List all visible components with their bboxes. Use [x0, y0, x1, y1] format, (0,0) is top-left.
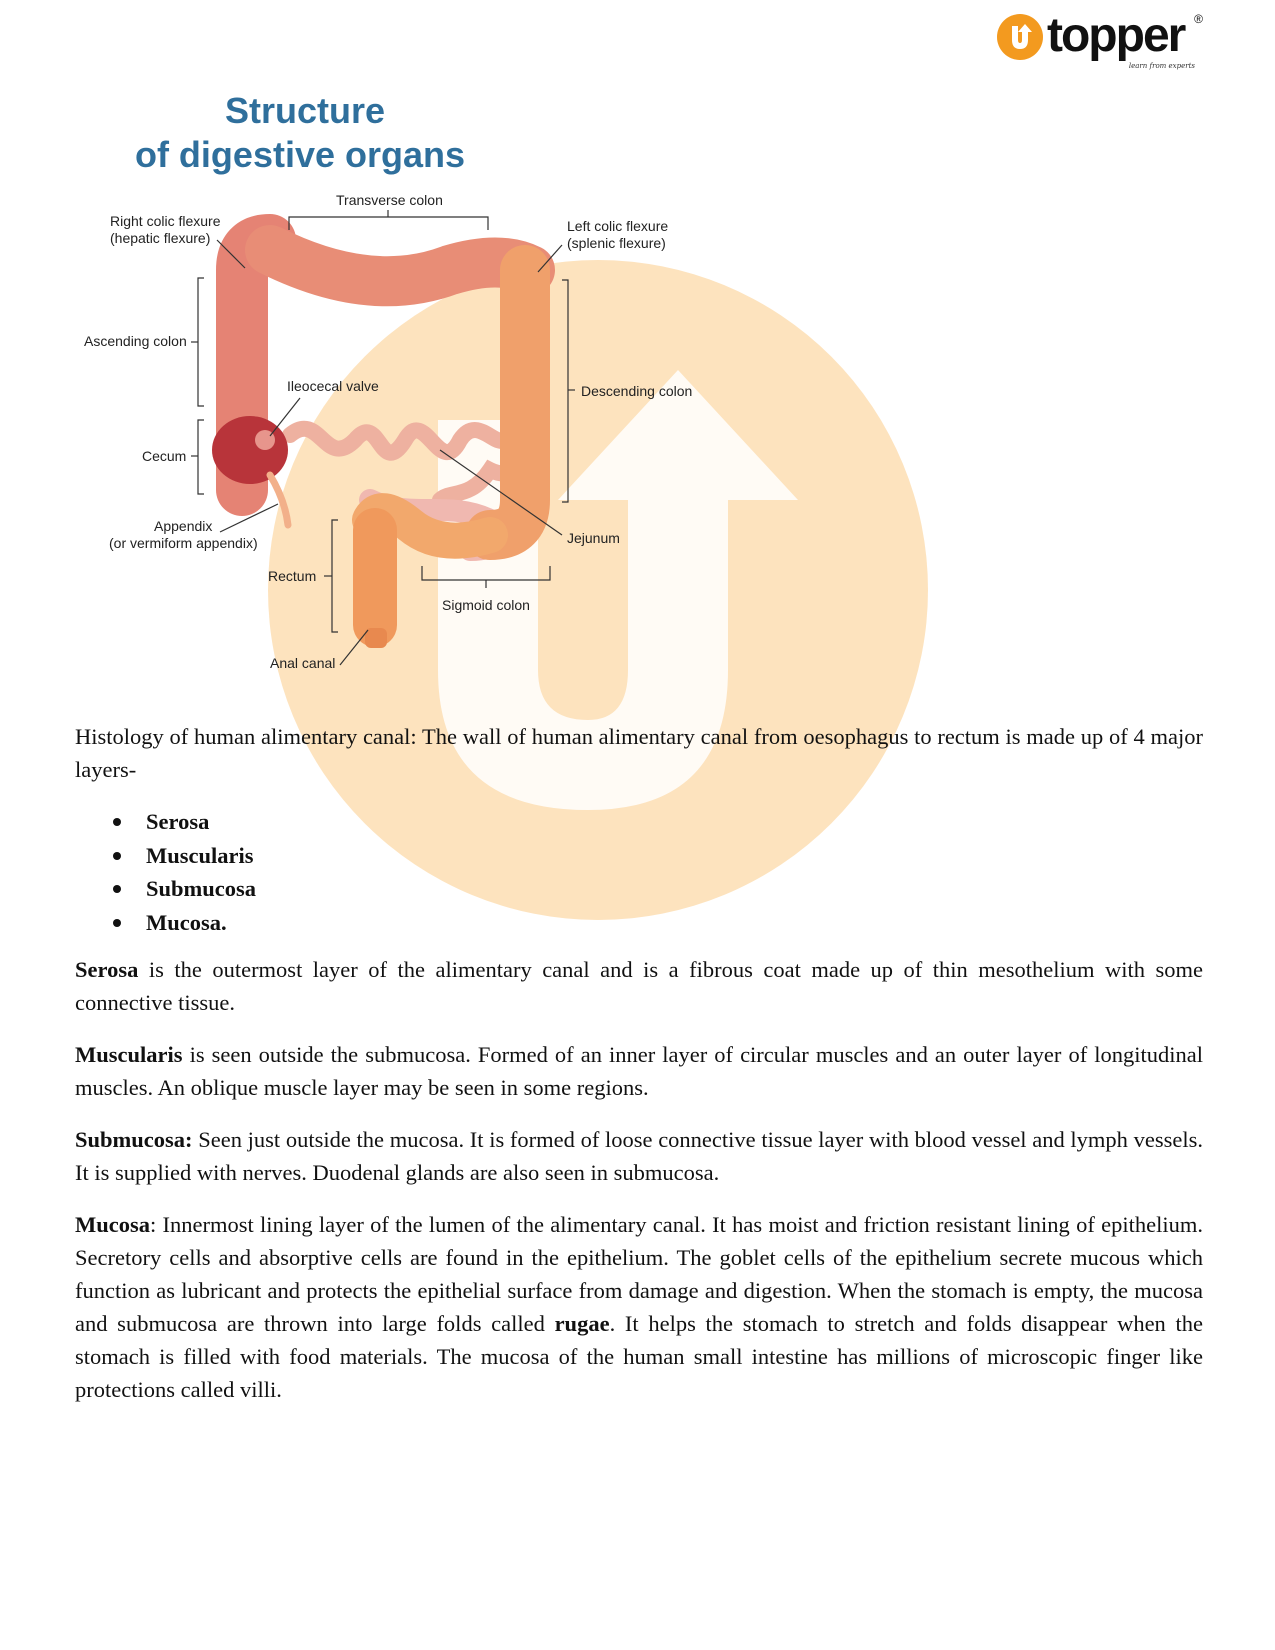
layer-name: Muscularis [146, 842, 254, 868]
label-right-colic-flexure: Right colic flexure [110, 213, 221, 229]
logo-text: topper [1047, 9, 1185, 62]
submucosa-term: Submucosa: [75, 1127, 193, 1152]
digestive-organs-diagram [70, 80, 770, 720]
list-item [113, 872, 1203, 906]
muscularis-text: is seen outside the submucosa. Formed of an inner layer of circular muscles and an outer layer of longitudinal muscles. An oblique muscle layer may be seen in some regions. [75, 1042, 1203, 1100]
serosa-text: is the outermost layer of the alimentary canal and is a fibrous coat made up of thin mesothelium with some connective tissue. [75, 957, 1203, 1015]
submucosa-paragraph [75, 1123, 1203, 1189]
label-ascending-colon: Ascending colon [84, 333, 187, 349]
document-body [75, 720, 1203, 1425]
muscularis-paragraph [75, 1038, 1203, 1104]
mucosa-text-2: . It helps the stomach to stretch and folds disappear when the stomach is filled with food materials. The mucosa of the human small intestine has millions of microscopic finger like protections called villi. [75, 1311, 1203, 1402]
label-cecum: Cecum [142, 448, 187, 464]
label-rectum: Rectum [268, 568, 317, 584]
topper-logo [997, 9, 1203, 74]
label-vermiform-appendix: (or vermiform appendix) [109, 535, 258, 551]
label-ileocecal-valve: Ileocecal valve [287, 378, 379, 394]
mucosa-paragraph [75, 1208, 1203, 1406]
intro-paragraph: Histology of human alimentary canal: The wall of human alimentary canal from oesophagus to rectum is made up of 4 major layers- [75, 724, 1203, 782]
list-item [113, 839, 1203, 873]
logo-registered: ® [1194, 12, 1203, 26]
label-descending-colon: Descending colon [581, 383, 693, 399]
serosa-paragraph [75, 953, 1203, 1019]
layer-name: Mucosa. [146, 909, 227, 935]
label-jejunum: Jejunum [567, 530, 620, 546]
logo-tagline: learn from experts [1128, 62, 1195, 70]
label-transverse-colon: Transverse colon [336, 192, 443, 208]
muscularis-term: Muscularis [75, 1042, 183, 1067]
diagram-title-line1: Structure [224, 90, 386, 131]
bullet-icon [113, 919, 121, 927]
bullet-icon [113, 885, 121, 893]
rugae-term: rugae [554, 1311, 610, 1336]
label-sigmoid-colon: Sigmoid colon [442, 597, 530, 613]
layer-name: Serosa [146, 809, 210, 834]
list-item [113, 805, 1203, 839]
serosa-term: Serosa [75, 957, 139, 982]
topper-logo-icon [997, 14, 1043, 60]
layer-name: Submucosa [146, 876, 257, 901]
list-item [113, 906, 1203, 940]
layers-list [75, 805, 1203, 939]
bullet-icon [113, 818, 121, 826]
colon-illustration [70, 80, 770, 720]
label-hepatic-flexure: (hepatic flexure) [110, 230, 211, 246]
diagram-title-line2: of digestive organs [134, 134, 466, 175]
mucosa-term: Mucosa [75, 1212, 150, 1237]
label-left-colic-flexure: Left colic flexure [567, 218, 669, 234]
label-anal-canal: Anal canal [270, 655, 336, 671]
mucosa-text-1: : Innermost lining layer of the lumen of the alimentary canal. It has moist and friction resistant lining of epithelium. Secretory cells and absorptive cells are found in the epithelium. The goblet cells of the epithelium secrete mucous which function as lubricant and protects the epithelial surface from damage and digestion. When the stomach is empty, the mucosa and submucosa are thrown into large folds called [75, 1212, 1203, 1336]
label-appendix: Appendix [154, 518, 213, 534]
bullet-icon [113, 852, 121, 860]
label-splenic-flexure: (splenic flexure) [567, 235, 666, 251]
submucosa-text: Seen just outside the mucosa. It is formed of loose connective tissue layer with blood vessel and lymph vessels. It is supplied with nerves. Duodenal glands are also seen in submucosa. [75, 1127, 1203, 1185]
